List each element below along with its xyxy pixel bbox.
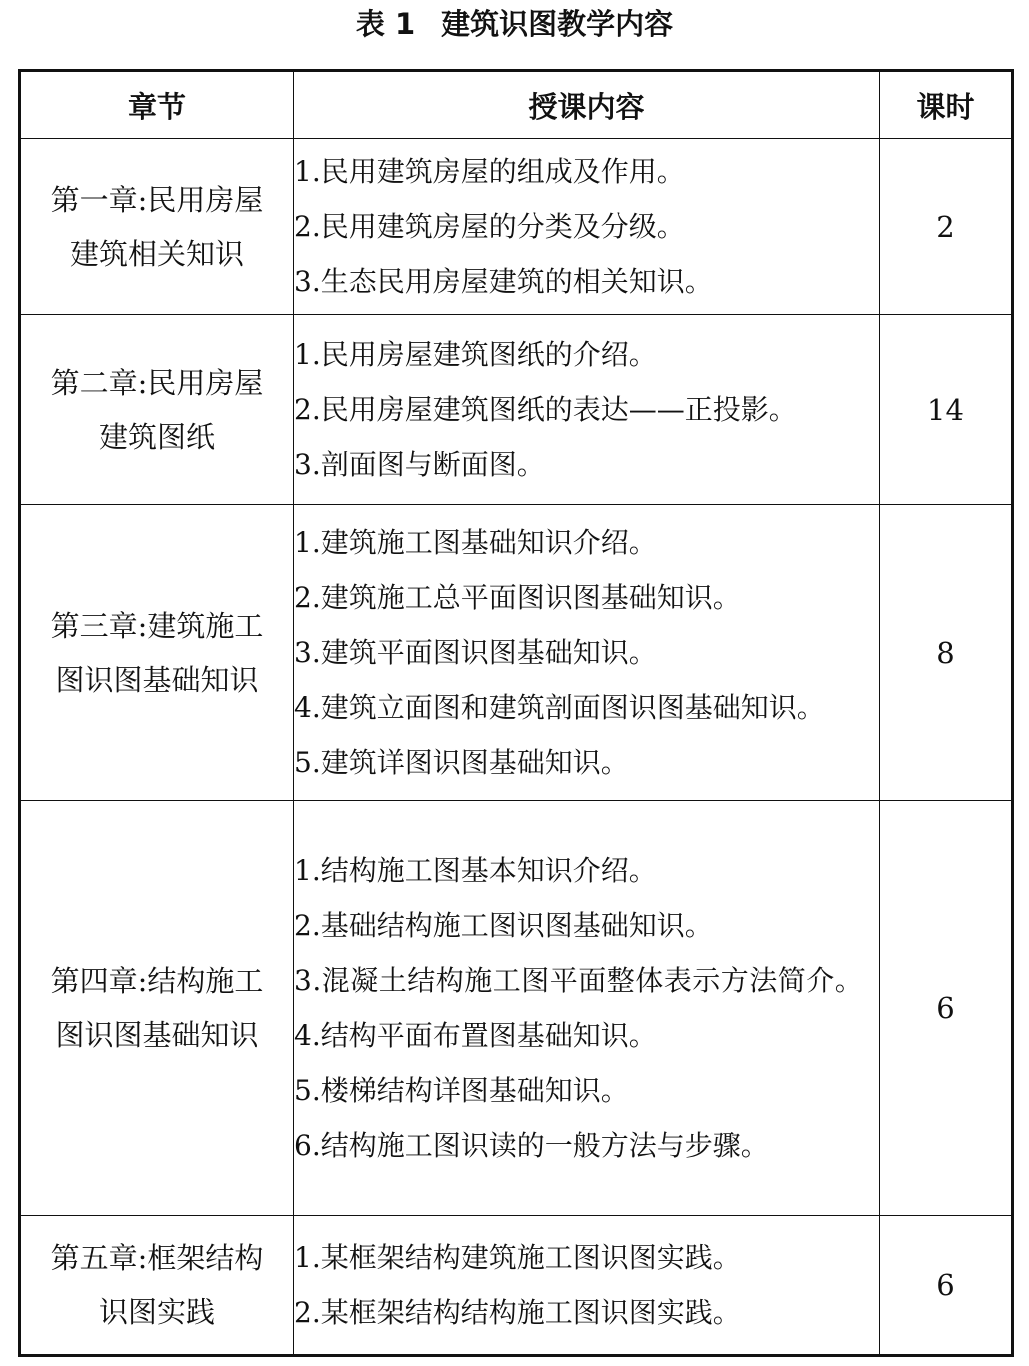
content-item: 3.建筑平面图识图基础知识。 <box>294 636 657 669</box>
content-item: 2.民用房屋建筑图纸的表达——正投影。 <box>294 393 797 426</box>
content-item: 2.基础结构施工图识图基础知识。 <box>294 909 713 942</box>
content-item: 2.某框架结构结构施工图识图实践。 <box>294 1296 741 1329</box>
content-cell <box>294 1216 880 1356</box>
content-item: 1.结构施工图基本知识介绍。 <box>294 854 657 887</box>
chapter-line: 第五章:框架结构 <box>50 1241 264 1275</box>
chapter-cell <box>20 315 294 505</box>
header-chapter: 章节 <box>20 71 294 139</box>
content-item: 1.民用建筑房屋的组成及作用。 <box>294 155 685 188</box>
chapter-cell <box>20 139 294 315</box>
chapter-cell <box>20 801 294 1216</box>
hours-cell: 14 <box>880 315 1013 505</box>
chapter-line: 建筑相关知识 <box>69 236 244 271</box>
content-item: 3.混凝土结构施工图平面整体表示方法简介。 <box>294 964 864 997</box>
content-item: 6.结构施工图识读的一般方法与步骤。 <box>294 1129 769 1162</box>
chapter-line: 图识图基础知识 <box>55 1018 259 1052</box>
table-row <box>20 1216 1013 1356</box>
content-item: 2.建筑施工总平面图识图基础知识。 <box>294 581 741 614</box>
content-item: 4.结构平面布置图基础知识。 <box>294 1019 657 1052</box>
chapter-line: 第二章:民用房屋 <box>50 365 264 400</box>
course-table <box>18 69 1014 1357</box>
content-item: 5.建筑详图识图基础知识。 <box>294 746 629 779</box>
content-cell <box>294 139 880 315</box>
chapter-line: 识图实践 <box>98 1295 215 1329</box>
content-cell <box>294 801 880 1216</box>
content-item: 2.民用建筑房屋的分类及分级。 <box>294 210 685 243</box>
table-row <box>20 139 1013 315</box>
chapter-cell <box>20 505 294 801</box>
hours-cell: 2 <box>880 139 1013 315</box>
header-content: 授课内容 <box>294 71 880 139</box>
hours-cell: 8 <box>880 505 1013 801</box>
table-caption <box>0 4 1029 44</box>
table-row <box>20 801 1013 1216</box>
hours-cell: 6 <box>880 801 1013 1216</box>
table-row <box>20 505 1013 801</box>
table-row <box>20 315 1013 505</box>
chapter-line: 第三章:建筑施工 <box>50 608 264 643</box>
chapter-cell <box>20 1216 294 1356</box>
table-caption-title: 建筑识图教学内容 <box>441 7 674 41</box>
content-item: 1.某框架结构建筑施工图识图实践。 <box>294 1241 741 1274</box>
chapter-line: 第一章:民用房屋 <box>50 182 264 217</box>
chapter-line: 建筑图纸 <box>98 419 215 454</box>
content-item: 3.生态民用房屋建筑的相关知识。 <box>294 265 713 298</box>
chapter-line: 图识图基础知识 <box>55 662 259 697</box>
chapter-line: 第四章:结构施工 <box>50 964 264 998</box>
content-item: 4.建筑立面图和建筑剖面图识图基础知识。 <box>294 691 825 724</box>
hours-cell: 6 <box>880 1216 1013 1356</box>
content-item: 3.剖面图与断面图。 <box>294 448 545 481</box>
header-hours: 课时 <box>880 71 1013 139</box>
content-item: 1.民用房屋建筑图纸的介绍。 <box>294 338 657 371</box>
content-cell <box>294 315 880 505</box>
content-item: 1.建筑施工图基础知识介绍。 <box>294 526 657 559</box>
content-cell <box>294 505 880 801</box>
table-caption-number: 表 1 <box>355 7 416 41</box>
content-item: 5.楼梯结构详图基础知识。 <box>294 1074 629 1107</box>
table-header-row <box>20 71 1013 139</box>
